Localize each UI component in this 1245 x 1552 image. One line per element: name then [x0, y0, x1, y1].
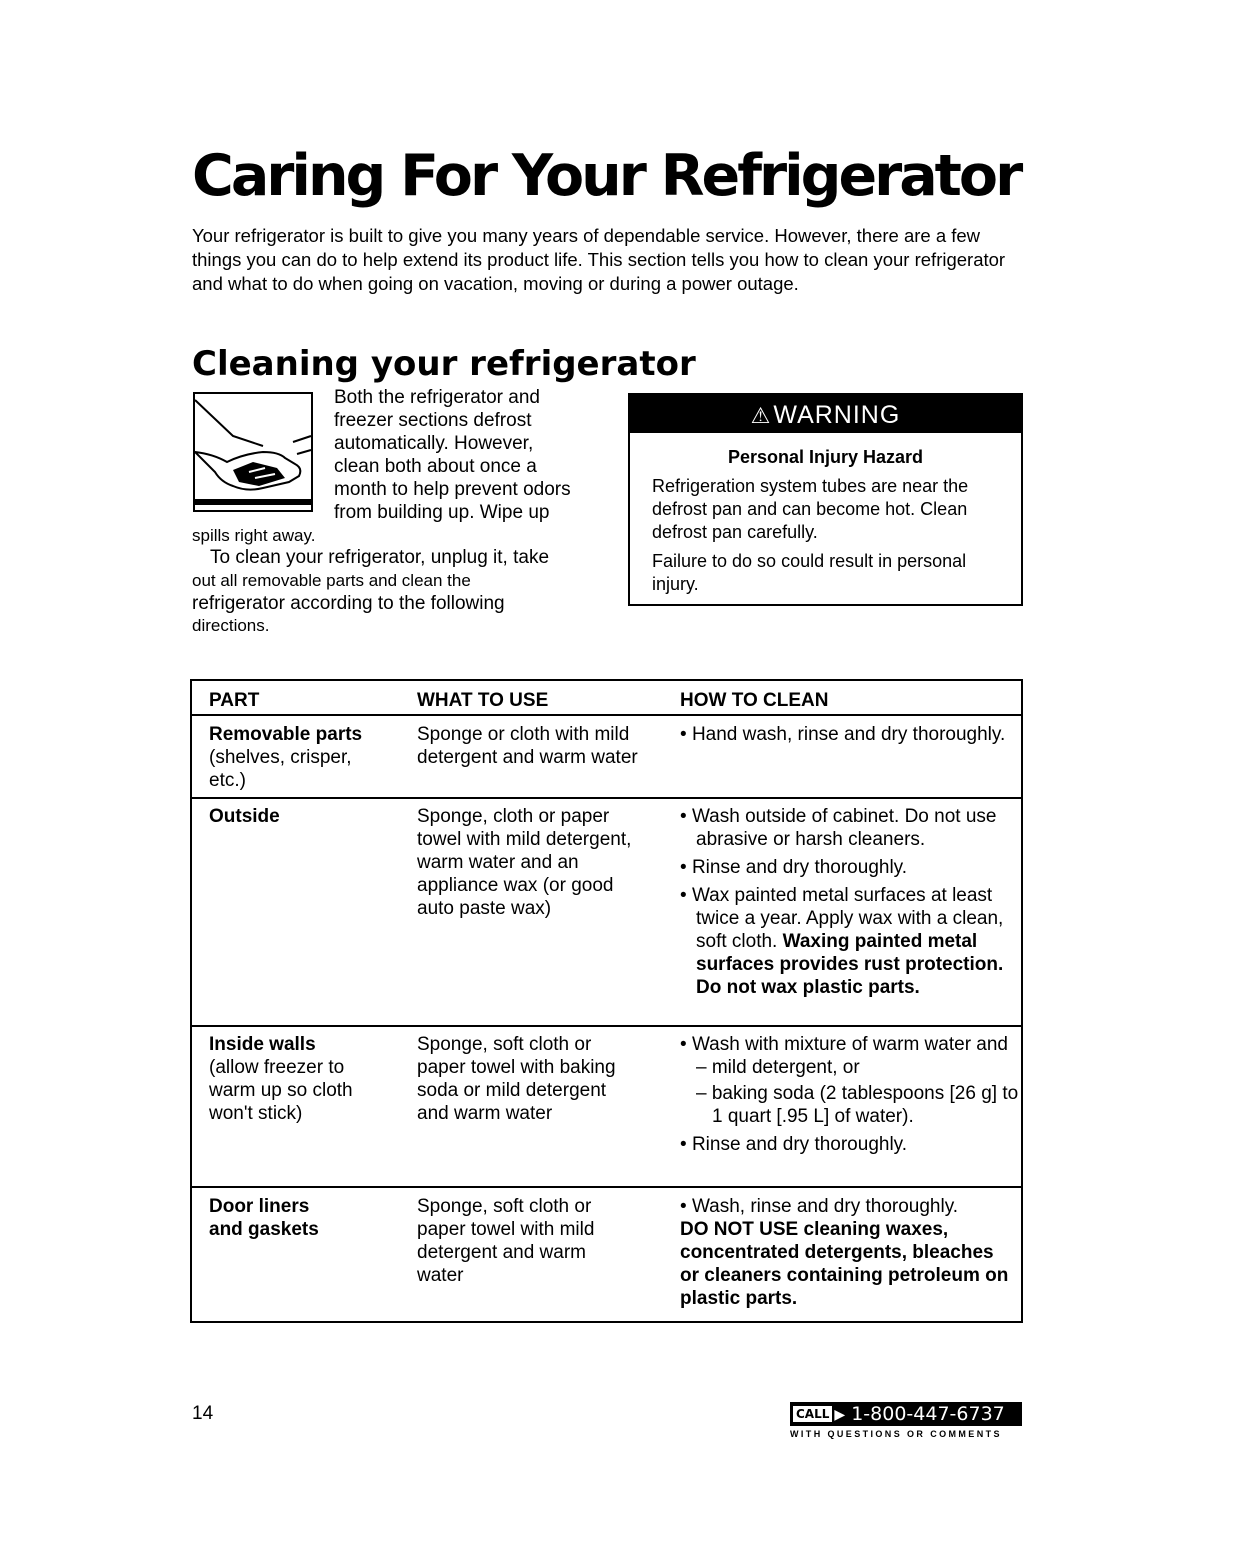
section-body-line: To clean your refrigerator, unplug it, take — [210, 547, 550, 568]
section-body-line: spills right away. — [192, 526, 316, 545]
section-heading: Cleaning your refrigerator — [192, 344, 696, 384]
instruction-text: Wax painted metal surfaces at least twice a year. Apply wax with a clean, soft cloth. — [691, 885, 1004, 952]
how-to-clean-cell — [680, 723, 1020, 746]
section-body-line: freezer sections defrost — [334, 410, 532, 431]
section-body-line: clean both about once a — [334, 456, 537, 477]
warning-subtitle: Personal Injury Hazard — [727, 447, 924, 467]
warning-consequence: Failure to do so could result in personal injury. — [652, 551, 967, 594]
warning-label: WARNING — [773, 401, 901, 429]
what-to-use-cell: Sponge, cloth or paper towel with mild detergent, warm water and an appliance wax (or good auto paste wax) — [417, 806, 632, 919]
how-to-clean-cell — [680, 1195, 1015, 1310]
column-header-how-to-clean: HOW TO CLEAN — [680, 690, 829, 711]
part-name: Outside — [209, 806, 280, 827]
part-cell — [209, 723, 384, 792]
instruction-item: • Rinse and dry thoroughly. — [680, 1133, 1020, 1156]
instruction-subitem: – baking soda (2 tablespoons [26 g] to 1 quart [.95 L] of water). — [696, 1083, 1019, 1127]
part-note: (shelves, crisper, etc.) — [209, 747, 352, 791]
cleaning-table — [190, 679, 1023, 1323]
arrow-right-icon: ▶ — [834, 1407, 846, 1423]
section-body-line: automatically. However, — [334, 433, 534, 454]
part-cell — [209, 1033, 379, 1125]
table-row — [192, 1188, 1021, 1321]
column-header-part: PART — [209, 690, 260, 711]
section-body-line: Both the refrigerator and — [334, 387, 540, 408]
what-to-use-cell: Sponge, soft cloth or paper towel with baking soda or mild detergent and warm water — [417, 1034, 616, 1124]
instruction-emphasis: Waxing painted metal surfaces provides rust protection. Do not wax plastic parts. — [696, 931, 1004, 998]
section-body-line: out all removable parts and clean the — [192, 571, 471, 590]
instruction-item: • Wash, rinse and dry thoroughly. — [680, 1195, 1015, 1218]
table-row — [192, 1027, 1021, 1188]
what-to-use-cell: Sponge or cloth with mild detergent and warm water — [417, 724, 638, 768]
what-to-use-cell: Sponge, soft cloth or paper towel with mild detergent and warm water — [417, 1196, 595, 1286]
warning-header — [630, 395, 1021, 433]
phone-number: 1-800-447-6737 — [851, 1403, 1005, 1425]
table-row — [192, 716, 1021, 799]
call-badge — [790, 1402, 1022, 1426]
part-name: Door liners and gaskets — [209, 1196, 319, 1240]
instruction-item: • Hand wash, rinse and dry thoroughly. — [680, 723, 1020, 746]
call-tagline: WITH QUESTIONS OR COMMENTS — [790, 1429, 1002, 1439]
call-label: CALL — [793, 1406, 832, 1422]
instruction-item: • Rinse and dry thoroughly. — [680, 856, 1020, 879]
how-to-clean-cell — [680, 805, 1020, 999]
warning-triangle-icon: ⚠ — [750, 403, 772, 428]
page-number: 14 — [192, 1403, 214, 1424]
section-body-line: refrigerator according to the following — [192, 593, 505, 614]
instruction-item: • Wash with mixture of warm water and — [680, 1033, 1020, 1056]
table-row — [192, 799, 1021, 1027]
part-name: Removable parts — [209, 724, 363, 745]
warning-text: Refrigeration system tubes are near the defrost pan and can become hot. Clean defrost pan carefully. — [652, 476, 969, 542]
section-body-line: month to help prevent odors — [334, 479, 571, 500]
instruction-item — [680, 884, 1020, 999]
page-title: Caring For Your Refrigerator — [192, 143, 1021, 209]
how-to-clean-cell — [680, 1033, 1020, 1156]
warning-box — [628, 393, 1023, 606]
section-body-line: directions. — [192, 616, 270, 635]
section-body-line: from building up. Wipe up — [334, 502, 550, 523]
part-name: Inside walls — [209, 1034, 316, 1055]
instruction-subitem: – mild detergent, or — [696, 1057, 860, 1078]
table-header-row — [192, 681, 1021, 716]
instruction-emphasis: DO NOT USE cleaning waxes, concentrated detergents, bleaches or cleaners containing petroleum on plastic parts. — [680, 1219, 1009, 1309]
column-header-what-to-use: WHAT TO USE — [417, 690, 549, 711]
part-note: (allow freezer to warm up so cloth won't stick) — [209, 1057, 353, 1124]
intro-paragraph: Your refrigerator is built to give you many years of dependable service. However, there are a few things you can do to help extend its product life. This section tells you how to clean your refrigerator and what to do when going on vacation, moving or during a power outage. — [192, 225, 1006, 294]
instruction-item: • Wash outside of cabinet. Do not use abrasive or harsh cleaners. — [680, 805, 1020, 851]
hand-wiping-cloth-icon — [193, 392, 313, 512]
